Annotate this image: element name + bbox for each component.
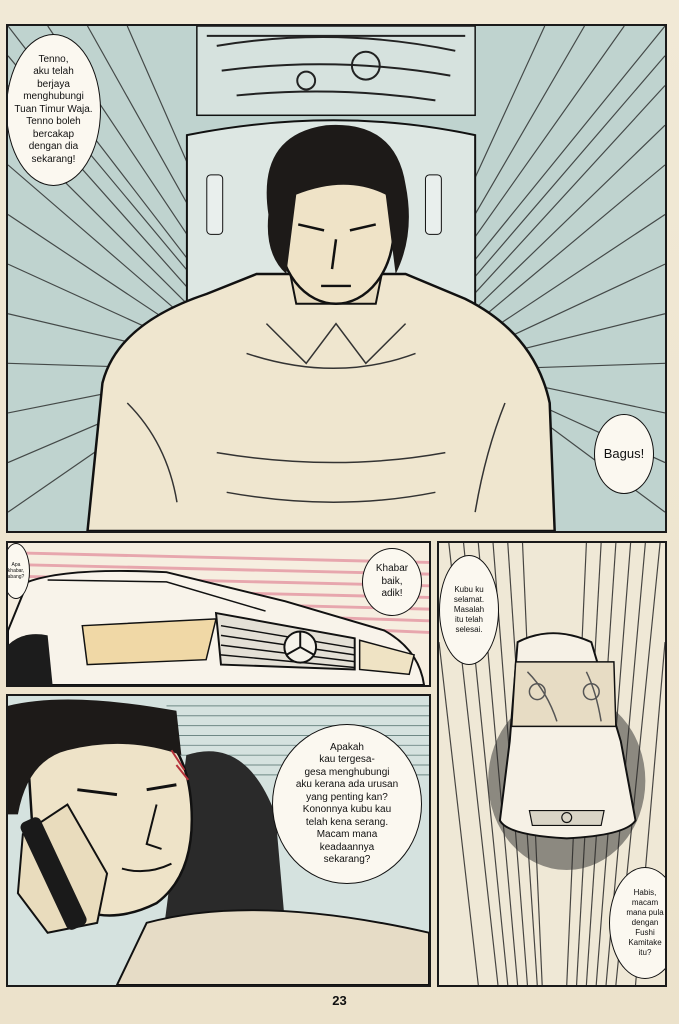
speech-bubble-small-apa-khabar: Apa khabar, abang? bbox=[6, 543, 30, 599]
panel-car-top bbox=[437, 541, 667, 987]
speech-bubble-kubu-selamat: Kubu ku selamat. Masalah itu telah selesai. bbox=[439, 555, 499, 665]
panel-car-front bbox=[6, 541, 431, 687]
speech-bubble-khabar-baik: Khabar baik, adik! bbox=[362, 548, 422, 616]
panel-phone-call bbox=[6, 694, 431, 987]
speech-bubble-bagus: Bagus! bbox=[594, 414, 654, 494]
page-number: 23 bbox=[332, 993, 347, 1008]
cockpit-illustration bbox=[8, 26, 665, 531]
speech-bubble-tenno: Tenno, aku telah berjaya menghubungi Tuan Timur Waja. Tenno boleh bercakap dengan dia sekarang! bbox=[6, 34, 101, 186]
speech-bubble-apakah: Apakah kau tergesa- gesa menghubungi aku kerana ada urusan yang penting kan? Kononnya kubu kau telah kena serang. Macam mana keadaannya sekarang? bbox=[272, 724, 422, 884]
panel-cockpit bbox=[6, 24, 667, 533]
speech-bubble-habis: Habis, macam mana pula dengan Fushi Kamitake itu? bbox=[609, 867, 667, 979]
